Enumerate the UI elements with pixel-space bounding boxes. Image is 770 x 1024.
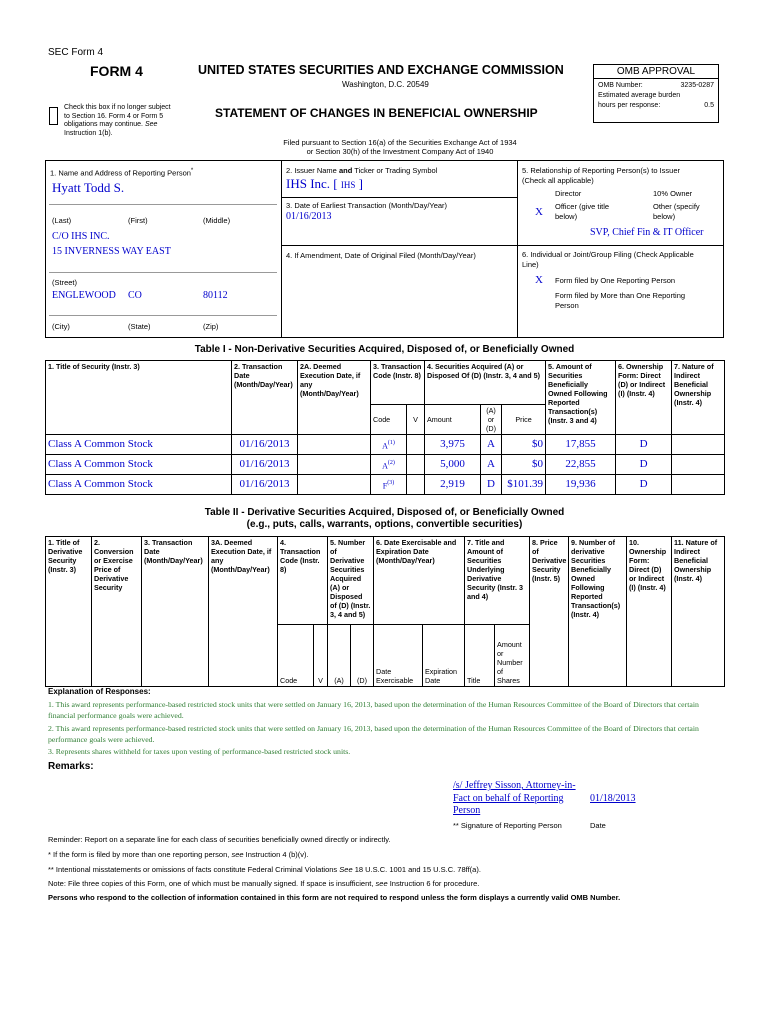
amount: 2,919 [425,475,481,495]
director-option: Director [555,189,582,198]
t1-header-date: 2. Transaction Date (Month/Day/Year) [232,361,298,435]
section4-label: 4. If Amendment, Date of Original Filed (Month/Day/Year) [286,251,476,260]
t2-sub-v: V [314,625,328,687]
t2-sub-a: (A) [328,625,351,687]
t2-header-exercisable: 6. Date Exercisable and Expiration Date (Month/Day/Year) [374,537,465,625]
t2-sub-expiration: Expiration Date [423,625,465,687]
ownership-form: D [616,475,672,495]
t2-header-underlying: 7. Title and Amount of Securities Underlying Derivative Security (Instr. 3 and 4) [465,537,530,625]
amount: 3,975 [425,435,481,455]
deemed-date [298,435,371,455]
t2-sub-amount-shares: Amount or Number of Shares [495,625,530,687]
amount: 5,000 [425,455,481,475]
signature-label: ** Signature of Reporting Person [453,821,562,830]
table-row [46,435,725,455]
omb-hours-value: 0.5 [704,102,714,109]
t2-sub-title: Title [465,625,495,687]
checkbox-note: Check this box if no longer subject to Section 16. Form 4 or Form 5 obligations may continue. See Instruction 1(b). [64,104,171,137]
amount-owned: 22,855 [546,455,616,475]
middle-label: (Middle) [203,216,231,225]
zip-value: 80112 [203,290,228,301]
t1-header-deemed: 2A. Deemed Execution Date, if any (Month/Day/Year) [298,361,371,435]
deemed-date [298,455,371,475]
t1-sub-code: Code [371,405,407,435]
footnote-2: 2. This award represents performance-based restricted stock units that were settled on January 16, 2013, based upon the determination of the Human Resources Committee of the Board of Directors that certain performance goals were achieved. [48,724,699,744]
statement-title: STATEMENT OF CHANGES IN BENEFICIAL OWNERSHIP [215,106,538,120]
price: $101.39 [502,475,546,495]
t2-sub-date-exercisable: Date Exercisable [374,625,423,687]
t2-header-conversion: 2. Conversion or Exercise Price of Derivative Security [92,537,142,687]
ownership-form: D [616,435,672,455]
street-label: (Street) [52,278,78,287]
t1-sub-amount: Amount [425,405,481,435]
other-option: Other (specify below) [653,202,700,221]
city-label: (City) [52,322,70,331]
table2 [45,536,725,687]
table1 [45,360,725,495]
transaction-code: $A^{(1)}$ [371,435,407,455]
section2-label: 2. Issuer Name and Ticker or Trading Symbol [286,166,438,175]
more-person-option: Form filed by More than One Reporting Person [555,291,686,310]
t2-header-nature: 11. Nature of Indirect Beneficial Ownership (Instr. 4) [672,537,725,687]
remarks-label: Remarks: [48,761,94,772]
t2-header-price: 8. Price of Derivative Security (Instr. 5) [530,537,569,687]
v-cell [407,475,425,495]
date-label: Date [590,821,606,830]
transaction-date: 01/16/2013 [232,475,298,495]
t1-sub-price: Price [502,405,546,435]
t1-header-title: 1. Title of Security (Instr. 3) [46,361,232,435]
omb-hours-label: hours per response: [598,102,661,109]
footer-note-3: Note: File three copies of this Form, one of which must be manually signed. If space is insufficient, see Instruction 6 for procedure. [48,879,480,888]
t2-header-title: 1. Title of Derivative Security (Instr. 3) [46,537,92,687]
t2-header-date: 3. Transaction Date (Month/Day/Year) [142,537,209,687]
commission-title: UNITED STATES SECURITIES AND EXCHANGE COMMISSION [198,63,564,77]
omb-number-value: 3235-0287 [680,82,714,89]
v-cell [407,455,425,475]
ownership-form: D [616,455,672,475]
v-cell [407,435,425,455]
section6-label: 6. Individual or Joint/Group Filing (Check Applicable Line) [522,250,694,269]
nature [672,455,725,475]
issuer-name: IHS Inc. [ IHS ] [286,176,363,191]
transaction-code: $F^{(3)}$ [371,475,407,495]
transaction-date: 01/16/2013 [232,455,298,475]
nature [672,475,725,495]
t2-sub-code: Code [278,625,314,687]
city-value: ENGLEWOOD [52,290,116,301]
t1-header-ownership-form: 6. Ownership Form: Direct (D) or Indirect (I) (Instr. 4) [616,361,672,435]
deemed-date [298,475,371,495]
footnote-1: 1. This award represents performance-based restricted stock units that were settled on January 16, 2013, based upon the determination of the Human Resources Committee of the Board of Directors that certain financial performance goals were achieved. [48,700,699,720]
t1-header-nature: 7. Nature of Indirect Beneficial Ownership (Instr. 4) [672,361,725,435]
table-row [46,455,725,475]
officer-checkmark: X [535,206,543,218]
footer-reminder: Reminder: Report on a separate line for each class of securities beneficially owned directly or indirectly. [48,835,391,844]
security-title: Class A Common Stock [46,475,232,495]
table2-title: Table II - Derivative Securities Acquired, Disposed of, or Beneficially Owned (e.g., puts, calls, warrants, options, convertible securities) [204,507,565,530]
officer-title: SVP, Chief Fin & IT Officer [590,227,704,238]
sec-form-label: SEC Form 4 [48,47,104,58]
omb-number-label: OMB Number: [598,82,643,89]
omb-approval-box [593,64,719,123]
no-longer-subject-checkbox[interactable] [49,107,58,125]
t1-header-code: 3. Transaction Code (Instr. 8) [371,361,425,405]
t2-header-ownership-form: 10. Ownership Form: Direct (D) or Indirect (I) (Instr. 4) [627,537,672,687]
t1-header-owned: 5. Amount of Securities Beneficially Owned Following Reported Transaction(s) (Instr. 3 and 4) [546,361,616,435]
state-value: CO [128,290,142,301]
security-title: Class A Common Stock [46,455,232,475]
address-line-1: C/O IHS INC. [52,231,110,242]
officer-option: Officer (give title below) [555,202,610,221]
transaction-date: 01/16/2013 [232,435,298,455]
acquired-disposed: A [481,435,502,455]
table-row [46,475,725,495]
one-person-option: Form filed by One Reporting Person [555,276,676,285]
footer-omb-note: Persons who respond to the collection of information contained in this form are not required to respond unless the form displays a currently valid OMB Number. [48,893,621,902]
nature [672,435,725,455]
signature: /s/ Jeffrey Sisson, Attorney-in- Fact on behalf of Reporting Person [453,780,576,816]
omb-title: OMB APPROVAL [594,65,718,79]
t1-header-securities: 4. Securities Acquired (A) or Disposed Of (D) (Instr. 3, 4 and 5) [425,361,546,405]
form-title: FORM 4 [90,63,143,79]
one-person-checkmark: X [535,274,543,286]
ten-percent-owner-option: 10% Owner [653,189,693,198]
footer-note-2: ** Intentional misstatements or omissions of facts constitute Federal Criminal Violations See 18 U.S.C. 1001 and 15 U.S.C. 78ff(a). [48,865,481,874]
section1-label: 1. Name and Address of Reporting Person* [50,168,194,178]
t2-sub-d: (D) [351,625,374,687]
t2-header-deemed: 3A. Deemed Execution Date, if any (Month/Day/Year) [209,537,278,687]
footer-note-1: * If the form is filed by more than one reporting person, see Instruction 4 (b)(v). [48,850,309,859]
section5-label: 5. Relationship of Reporting Person(s) to Issuer (Check all applicable) [522,166,680,185]
t2-header-number-owned: 9. Number of derivative Securities Beneficially Owned Following Reported Transaction(s) (Instr. 4) [569,537,627,687]
filed-pursuant: Filed pursuant to Section 16(a) of the Securities Exchange Act of 1934 or Section 30(h) of the Investment Company Act of 1940 [283,138,517,156]
table1-title: Table I - Non-Derivative Securities Acquired, Disposed of, or Beneficially Owned [194,344,575,355]
price: $0 [502,455,546,475]
address-line-2: 15 INVERNESS WAY EAST [52,246,171,257]
transaction-code: $A^{(2)}$ [371,455,407,475]
first-label: (First) [128,216,148,225]
t2-header-code: 4. Transaction Code (Instr. 8) [278,537,328,625]
acquired-disposed: A [481,455,502,475]
explanation-label: Explanation of Responses: [48,687,151,696]
commission-address: Washington, D.C. 20549 [342,80,429,89]
amount-owned: 19,936 [546,475,616,495]
zip-label: (Zip) [203,322,219,331]
security-title: Class A Common Stock [46,435,232,455]
t1-sub-aord: (A) or (D) [481,405,502,435]
omb-burden-label: Estimated average burden [598,92,681,99]
reporting-person-name: Hyatt Todd S. [52,180,125,195]
footnote-3: 3. Represents shares withheld for taxes upon vesting of performance-based restricted stock units. [48,747,351,756]
price: $0 [502,435,546,455]
signature-date: 01/18/2013 [590,793,636,804]
t2-header-number: 5. Number of Derivative Securities Acquired (A) or Disposed of (D) (Instr. 3, 4 and 5) [328,537,374,625]
t1-sub-v: V [407,405,425,435]
last-label: (Last) [52,216,72,225]
state-label: (State) [128,322,151,331]
acquired-disposed: D [481,475,502,495]
amount-owned: 17,855 [546,435,616,455]
earliest-transaction-date: 01/16/2013 [286,211,332,222]
section3-label: 3. Date of Earliest Transaction (Month/Day/Year) [286,201,448,210]
